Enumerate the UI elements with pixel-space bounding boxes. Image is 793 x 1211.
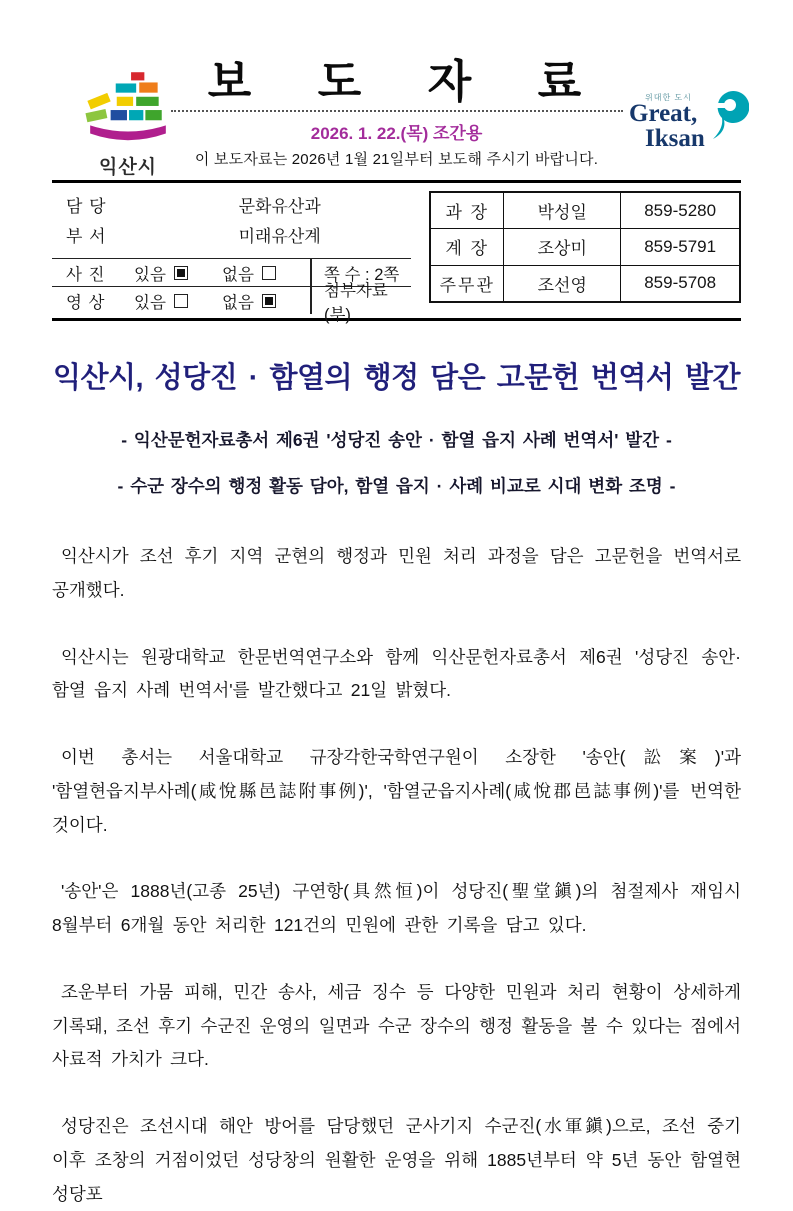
video-label: 영 상 (66, 293, 106, 312)
paragraph: '송안'은 1888년(고종 25년) 구연항(具然恒)이 성당진(聖堂鎭)의 첨절제사 재임시 8월부터 6개월 동안 처리한 121건의 민원에 관한 기록을 담고 있다. (52, 881, 741, 936)
table-row (430, 192, 740, 229)
release-date: 2026. 1. 22.(목) 조간용 (310, 123, 483, 143)
brand-tagline: 위대한 도시 (645, 93, 692, 102)
brand-wordmark-line1: Great, (629, 100, 698, 127)
table-row (430, 229, 740, 265)
subtitle-1: - 익산문헌자료총서 제6권 '성당진 송안 · 함열 읍지 사례 번역서' 발간 - (121, 430, 672, 450)
brand-wordmark-line2: Iksan (645, 125, 705, 152)
paragraph: 조운부터 가뭄 피해, 민간 송사, 세금 징수 등 다양한 민원과 처리 현황이 상세하게 기록돼, 조선 후기 수군진 운영의 일면과 수군 장수의 행정 활동을 볼 수 있다는 점에서 사료적 가치가 크다. (52, 981, 741, 1070)
contact-name: 조선영 (504, 265, 621, 302)
photo-label: 사 진 (66, 265, 106, 284)
masthead (171, 56, 623, 169)
photo-no-option: 없음 (222, 261, 310, 285)
contact-role: 계 장 (430, 229, 504, 265)
subtitle-2: - 수군 장수의 행정 활동 담아, 함열 읍지 · 사례 비교로 시대 변화 조명 - (117, 476, 676, 496)
department-value: 문화유산과 미래유산계 (238, 197, 321, 246)
paragraph: 익산시가 조선 후기 지역 군현의 행정과 민원 처리 과정을 담은 고문헌을 번역서로 공개했다. (52, 546, 741, 600)
contact-phone: 859-5791 (621, 229, 740, 265)
video-row (52, 281, 411, 324)
photo-yes-option: 있음 (134, 261, 222, 285)
video-yes-checkbox (174, 294, 188, 308)
attachment-note: 첨부자료 (부) (310, 287, 411, 314)
contact-name: 조상미 (504, 229, 621, 265)
pagoda-blocks-icon (82, 70, 174, 146)
agency-name: 익산시 (98, 157, 158, 178)
great-iksan-logo (627, 90, 749, 156)
contact-name: 박성일 (504, 192, 621, 229)
paragraph: 익산시는 원광대학교 한문번역연구소와 함께 익산문헌자료총서 제6권 '성당진 송안·함열 읍지 사례 번역서'를 발간했다고 21일 밝혔다. (52, 646, 741, 701)
contact-phone: 859-5280 (621, 192, 740, 229)
info-gap (411, 189, 429, 314)
contact-role: 주무관 (430, 265, 504, 302)
video-no-checkbox (262, 294, 276, 308)
department-block (52, 189, 411, 324)
photo-yes-checkbox (174, 266, 188, 280)
iksan-city-logo (78, 70, 178, 179)
page-title: 익산시, 성당진 · 함열의 행정 담은 고문헌 번역서 발간 (53, 362, 740, 394)
video-yes-option: 있음 (134, 289, 222, 313)
info-band (52, 183, 741, 324)
g-swoosh-icon (713, 90, 749, 144)
table-row (430, 265, 740, 302)
paragraph: 성당진은 조선시대 해안 방어를 담당했던 군사기지 수군진(水軍鎭)으로, 조선 중기 이후 조창의 거점이었던 성당창의 원활한 운영을 위해 1885년부터 약 5년 동안 함열현 성당포 (52, 1116, 741, 1204)
contact-phone: 859-5708 (621, 265, 740, 302)
department-row (52, 189, 411, 258)
doc-type-title: 보 도 자 료 (207, 56, 586, 107)
page-count: 쪽 수 : 2쪽 (310, 259, 411, 286)
contact-role: 과 장 (430, 192, 504, 229)
embargo-notice: 이 보도자료는 2026년 1월 21일부터 보도해 주시기 바랍니다. (194, 150, 599, 168)
contact-table (429, 191, 741, 303)
dotted-divider (171, 110, 623, 112)
paragraph: 이번 총서는 서울대학교 규장각한국학연구원이 소장한 '송안(訟案)'과 '함열현읍지부사례(咸悅縣邑誌附事例)', '함열군읍지사례(咸悅郡邑誌事例)'를 번역한 것이다. (52, 747, 741, 835)
department-label: 담 당 부 서 (66, 197, 107, 246)
article-body (52, 540, 741, 1211)
photo-no-checkbox (262, 266, 276, 280)
header (52, 56, 741, 180)
video-no-option: 없음 (222, 289, 310, 313)
